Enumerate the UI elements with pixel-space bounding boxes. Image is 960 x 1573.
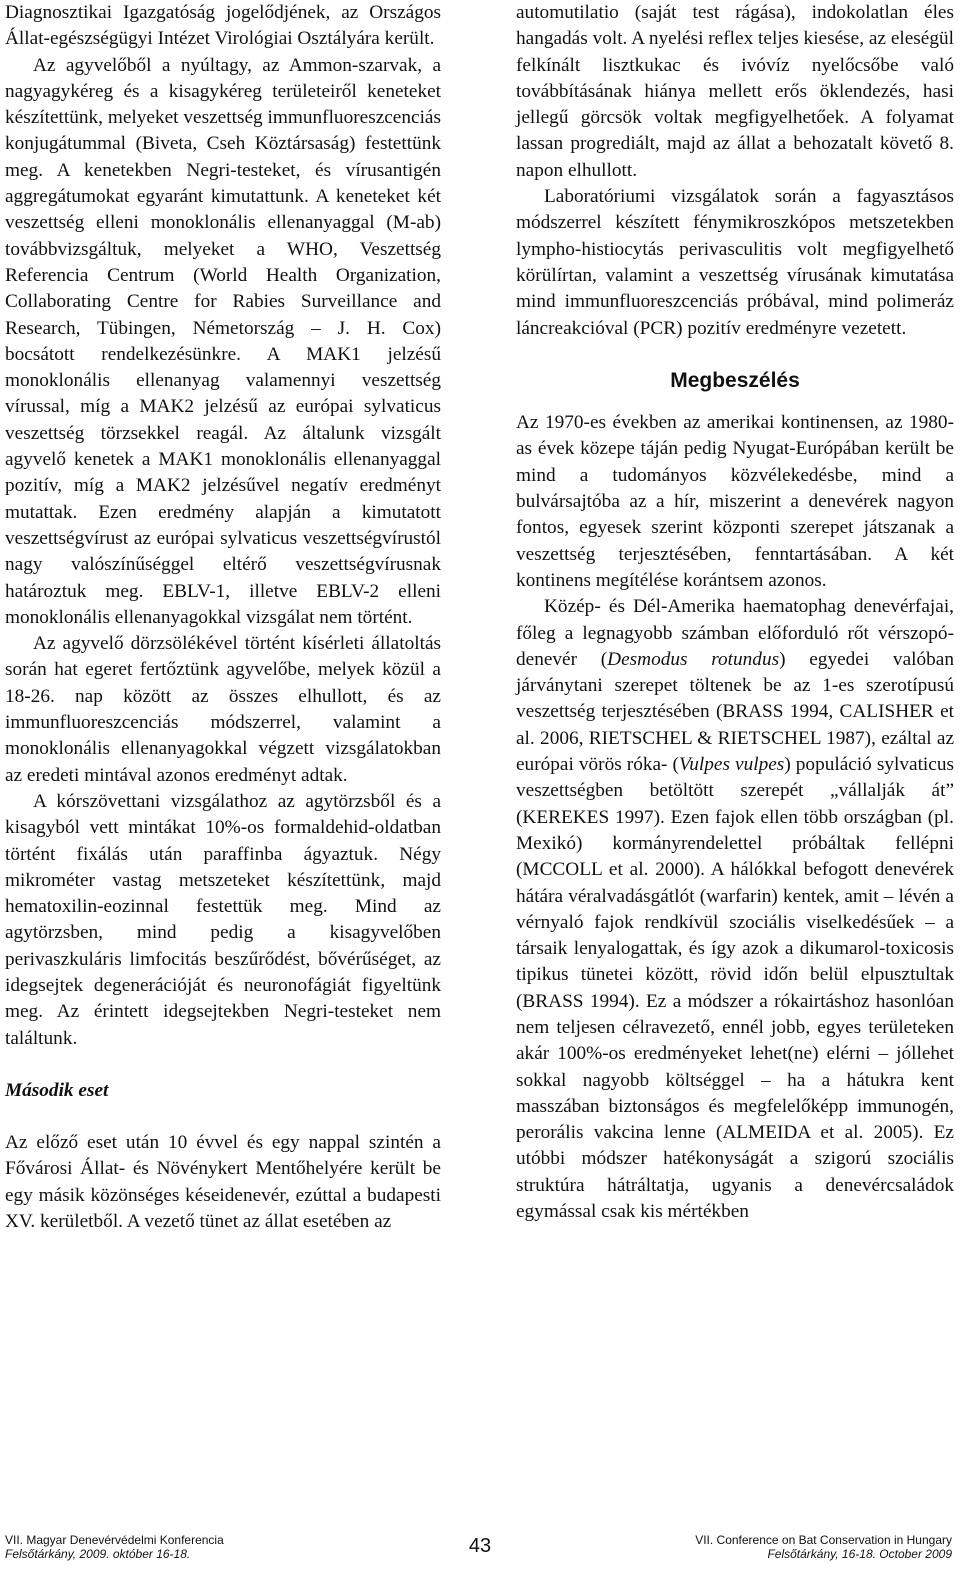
conference-date-hu: Felsőtárkány, 2009. október 16-18.	[5, 1547, 191, 1561]
species-name: Desmodus rotundus	[607, 648, 780, 670]
paragraph-histopathology: A kórszövettani vizsgálathoz az agytörzsből és a kisagyból vett mintákat 10%-os formaldehid-oldatban történt fixálás után paraffinba ágyaztuk. Négy mikrométer vastag metszeteket készítettünk, majd hematoxilin-eozinnal festettük meg. Mind az agytörzsben, mind pedig a kisagyvelőben perivaszkuláris limfocitás beszűrődést, bővérűséget, az idegsejtek degenerációját és neuronofágiát figyeltünk meg. Az érintett idegsejtekben Negri-testeket nem találtunk.	[5, 790, 441, 1049]
conference-name-en: VII. Conference on Bat Conservation in Hungary	[695, 1533, 952, 1547]
paragraph-text: ) populáció sylvaticus veszettségben betöltött szerepét „vállalják át” (KEREKES 1997). Ezen fajok ellen több országban (pl. Mexikó) kormányrendelettel próbáltak fellépni (MCCOLL et al. 2000). A hálókkal befogott denevérek hátára véralvadásgátlót (warfarin) kentek, amit – lévén a vérnyaló fajok rendkívül szociális viselkedésűek – a társaik lenyalogattak, és így azok a dikumarol-toxicosis tipikus tünetei között, rövid időn belül elpusztultak (BRASS 1994). Ez a módszer a rókairtáshoz hasonlóan nem teljesen célravezető, ennél jobb, egyes területeken akár 100%-os eredményeket lehet(ne) elérni – jóllehet sokkal nagyobb költséggel – ha a hátukra kent masszában biztonságos és megfelelőképp immunogén, perorális vakcina lenne (ALMEIDA et al. 2005). Ez utóbbi módszer hatékonyságát a szigorú szociális struktúra hátráltatja, ugyanis a denevércsaládok egymással csak kis mértékben	[516, 754, 954, 1223]
paragraph-symptoms: automutilatio (saját test rágása), indokolatlan éles hangadás volt. A nyelési reflex teljes kiesése, az eleségül felkínált lisztkukac és ivóvíz nyelőcsőbe való továbbításának hiánya mellett erős öklendezés, hasi jellegű görcsök voltak megfigyelhetőek. A folyamat lassan progrediált, majd az állat a behozatalt követő 8. napon elhullott.	[516, 2, 954, 181]
footer-right	[695, 1533, 952, 1561]
paragraph-vampire-bats	[516, 594, 954, 1225]
paragraph-text: A kenetekben Negri-testeket, és vírusantigén aggregátumokat egyaránt kimutattunk. A keneteket két veszettség elleni monoklonális ellenanyaggal (M-ab) továbbvizsgáltuk, melyeket a WHO, Veszettség Referencia Centrum (World Health Organization, Collaborating Centre for Rabies Surveillance and Research, Tübingen, Németország – J. H. Cox) bocsátott rendelkezésünkre. A MAK1 jelzésű monoklonális ellenanyag valamennyi veszettség vírussal, míg a MAK2 jelzésű az európai sylvaticus veszettség törzsekkel reagál. Az általunk vizsgált agyvelő kenetek a MAK1 monoklonális ellenanyaggal pozitív, míg a MAK2 jelzésűvel negatív eredményt mutattak. Ezen eredmény alapján a kimutatott veszettségvírust az európai sylvaticus veszettségvírustól nagy valószínűséggel eltérő veszettségvírusnak határoztuk meg. EBLV-1, illetve EBLV-2 elleni monoklonális ellenanyagokkal vizsgálat nem történt.	[5, 159, 441, 628]
right-column	[516, 0, 954, 1225]
paragraph-text: Közép- és Dél-Amerika haematophag denevérfajai, főleg a legnagyobb számban előforduló rőt vérszopó-denevér (	[516, 596, 954, 670]
paragraph-text: ) egyedei valóban járványtani szerepet töltenek be az 1-es szerotípusú veszettség terjesztésében (BRASS 1994, CALISHER et al. 2006, RIETSCHEL & RIETSCHEL 1987), ezáltal az európai vörös róka- (	[516, 648, 954, 776]
page-footer	[0, 1533, 960, 1573]
conference-date-en: Felsőtárkány, 16-18. October 2009	[767, 1547, 952, 1561]
paragraph-brain-smears	[5, 53, 441, 632]
section-subheading: Második eset	[5, 1079, 109, 1101]
section-heading: Megbeszélés	[670, 368, 800, 392]
paragraph-continuation: Diagnosztikai Igazgatóság jogelődjének, az Országos Állat-egészségügyi Intézet Virológiai Osztályára került.	[5, 2, 441, 50]
paragraph-discussion-intro: Az 1970-es években az amerikai kontinensen, az 1980-as évek közepe táján pedig Nyugat-Európában került be mind a tudományos közvélekedésbe, mind a bulvársajtóba az a hír, miszerint a denevérek nagyon fontos, egyesek szerint központi szerepet játszanak a veszettség terjesztésében, fenntartásában. A két kontinens megítélése korántsem azonos.	[516, 412, 954, 591]
left-column	[5, 0, 441, 1235]
page-number: 43	[468, 1535, 492, 1557]
paragraph-laboratory: Laboratóriumi vizsgálatok során a fagyasztásos módszerrel készített fénymikroszkópos metszetekben lympho-histiocytás perivasculitis volt megfigyelhető körülírtan, valamint a veszettség vírusának kimutatása mind immunfluoreszcenciás próbával, mind polimeráz láncreakcióval (PCR) pozitív eredményre vezetett.	[516, 186, 954, 339]
conference-name-hu: VII. Magyar Denevérvédelmi Konferencia	[5, 1533, 224, 1547]
paragraph-second-case: Az előző eset után 10 évvel és egy nappal szintén a Fővárosi Állat- és Növénykert Mentőhelyére került be egy másik közönséges késeidenevér, ezúttal a budapesti XV. kerületből. A vezető tünet az állat esetében az	[5, 1132, 441, 1233]
species-name: Vulpes vulpes	[678, 754, 785, 776]
paragraph-text: Az agyvelőből a nyúltagy, az Ammon-szarvak, a nagyagykéreg és a kisagykéreg területeiről keneteket készítettünk, melyeket veszettség immunfluoreszcenciás konjugátummal (Biveta, Cseh Köztársaság) festettünk meg.	[5, 54, 441, 181]
paragraph-mouse-inoculation: Az agyvelő dörzsölékével történt kísérleti állatoltás során hat egeret fertőztünk agyvelőbe, melyek közül a 18-26. nap között az összes elhullott, és az immunfluoreszcenciás módszerrel, valamint a monoklonális ellenanyagokkal végzett vizsgálatokban az eredeti mintával azonos eredményt adtak.	[5, 633, 441, 786]
